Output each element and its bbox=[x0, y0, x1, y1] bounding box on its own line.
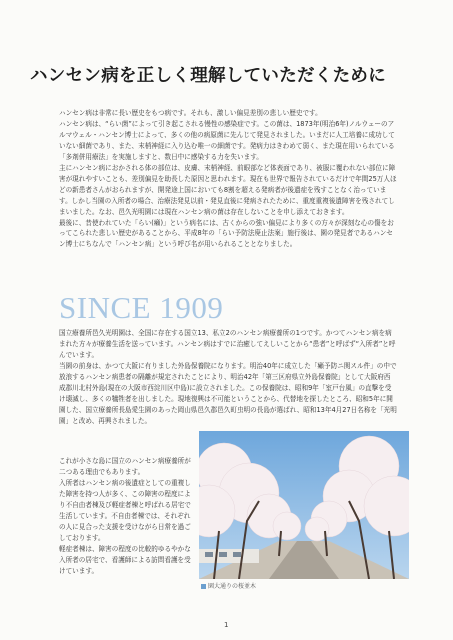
intro-section bbox=[59, 108, 397, 250]
page-title: ハンセン病を正しく理解していただくために bbox=[30, 66, 386, 86]
caption-square-icon bbox=[201, 584, 206, 589]
side-paragraph: 入所者はハンセン病の後遺症としての重複した障害を持つ人が多く、この障害の程度により不自由者棟及び軽症者棟と呼ばれる居宅で生活しています。不自由者棟では、それぞれの人に見合った支援を受けながら日常を過ごしております。 bbox=[59, 478, 191, 542]
intro-paragraph: ハンセン病は非常に長い歴史をもつ病です。それも、激しい偏見差別の悲しい歴史です。 bbox=[59, 109, 322, 117]
intro-paragraph: 主にハンセン病におかされる体の部位は、皮膚、末梢神経、前眼部など体表面であり、被服に覆われない部位に障害が現れやすいことも、差別偏見を助長した原因と思われます。現在も世界で報告されているだけで年間25万人ほどの新患者さんがおられますが、開発途上国においても8割を超える発病者が後遺症を残すことなく治っています。しかし当園の入所者の場合、治療法発見以前・発見直後に発病されたために、重度重複後遺障害を残されてしまいました。なお、邑久光明園には現在ハンセン病の菌は存在しないことを申し添えておきます。 bbox=[59, 163, 397, 216]
photo-caption-text: 園大通りの桜並木 bbox=[208, 583, 257, 590]
side-paragraph: これが小さな島に国立のハンセン病療養所が二つある理由でもあります。 bbox=[59, 457, 191, 476]
page-number: 1 bbox=[224, 621, 229, 629]
side-column-text bbox=[59, 456, 193, 576]
since-heading: SINCE 1909 bbox=[59, 290, 224, 325]
history-paragraph: 国立療養所邑久光明園は、全国に存在する国立13、私立2のハンセン病療養所の1つです。かつてハンセン病を病まれた方々が療養生活を送っています。ハンセン病はすでに治癒してえしいことから“患者”と呼ばず“入所者”と呼んでいます。 bbox=[59, 329, 396, 359]
intro-paragraph: ハンセン病は、“らい菌”によって引き起こされる慢性の感染症です。この菌は、1873年(明治6年)ノルウェーのアルマウェル・ハンセン博士によって、多くの他の病原菌に先んじて発見されました。いまだに人工培養に成功していない細菌であり、また、末梢神経に入り込む唯一の細菌です。発病力はきわめて弱く、また現在用いられている「多剤併用療法」を実施しますと、数日中に感染する力を失います。 bbox=[59, 119, 395, 161]
history-section bbox=[59, 328, 397, 427]
cherry-blossom-illustration bbox=[199, 431, 409, 579]
history-paragraph: 当園の前身は、かつて大阪に有りました外島保養院になります。明治40年に成立した「癩予防ニ関スル件」の中で放浪するハンセン病患者の隔離が規定されたことにより、明治42年「第三区府県立外島保養院」として大阪府西成郡川北村外島(現在の大阪市西淀川区中島)に設立されました。この保養院は、昭和9年「室戸台風」の直撃を受け壊滅し、多くの犠牲者を出しました。現地復興は不可能ということから、代替地を探したところ、昭和5年に開園した、国立療養所長島愛生園のあった岡山県邑久郡邑久町虫明の長島が選ばれ、昭和13年4月27日名称を「光明園」と改め、再興されました。 bbox=[59, 361, 397, 425]
intro-paragraph: 最後に、昔使われていた「らい(癩)」という病名には、古くからの強い偏見により多くの方々が深刻な心の傷をおってこられた悲しい歴史があることから、平成8年の「らい予防法廃止法案」施行後は、園の発見者であるハンセン博士にちなんで「ハンセン病」という呼び名が用いられることとなりました。 bbox=[59, 218, 394, 249]
photo-caption bbox=[201, 581, 256, 590]
side-paragraph: 軽症者棟は、障害の程度の比較的ゆるやかな入所者の居宅で、看護師による訪問看護を受けています。 bbox=[59, 544, 191, 575]
cherry-blossom-photo bbox=[199, 431, 409, 579]
